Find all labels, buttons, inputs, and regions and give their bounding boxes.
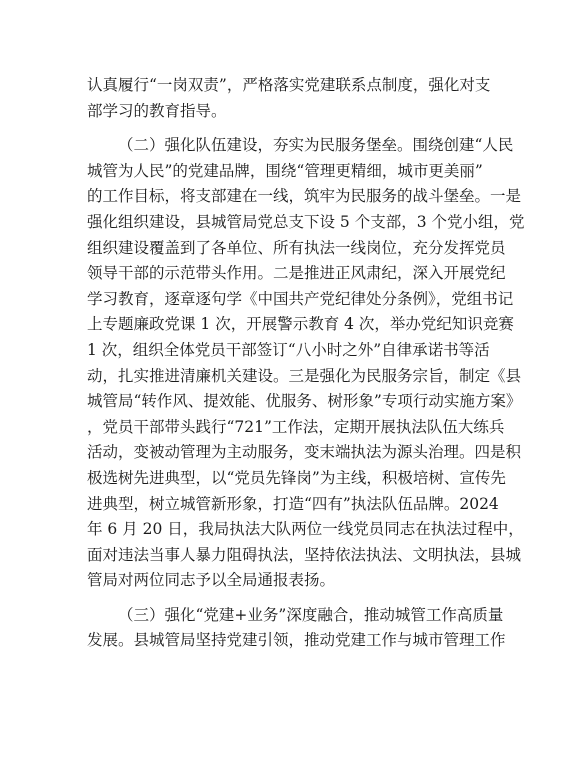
text-line: 1 次，组织全体党员干部签订“八小时之外”自律承诺书等活 — [87, 340, 490, 359]
text-line: 年 6 月 20 日，我局执法大队两位一线党员同志在执法过程中， — [87, 520, 524, 539]
text-line: 领导干部的示范带头作用。二是推进正风肃纪，深入开展党纪 — [87, 264, 506, 283]
paragraph-1 — [87, 73, 517, 124]
text-line: 动，扎实推进清廉机关建设。三是强化为民服务宗旨，制定《县 — [87, 366, 522, 385]
text-line: 管局对两位同志予以全局通报表扬。 — [87, 571, 336, 590]
text-line: 发展。县城管局坚持党建引领，推动党建工作与城市管理工作 — [87, 631, 506, 650]
text-line: 强化组织建设，县城管局党总支下设 5 个支部，3 个党小组，党 — [87, 212, 525, 231]
text-line: 上专题廉政党课 1 次，开展警示教育 4 次，举办党纪知识竞赛 — [87, 315, 514, 334]
document-body — [87, 73, 525, 654]
text-line: 面对违法当事人暴力阻碍执法，坚持依法执法、文明执法，县城 — [87, 545, 522, 564]
text-line: 部学习的教育指导。 — [87, 101, 227, 120]
paragraph-spacer — [87, 124, 517, 133]
text-line: 认真履行“一岗双责”，严格落实党建联系点制度，强化对支 — [87, 76, 491, 94]
text-line: 的工作目标，将支部建在一线，筑牢为民服务的战斗堡垒。一是 — [87, 187, 522, 206]
text-line: 学习教育，逐章逐句学《中国共产党纪律处分条例》，党组书记 — [87, 289, 514, 308]
text-line: （三）强化“党建+业务”深度融合，推动城管工作高质量 — [118, 605, 504, 624]
text-line: 城管局“转作风、提效能、优服务、树形象”专项行动实施方案》 — [87, 392, 522, 411]
text-line: 组织建设覆盖到了各单位、所有执法一线岗位，充分发挥党员 — [87, 238, 506, 257]
paragraph-3 — [87, 603, 517, 654]
text-line: 活动，变被动管理为主动服务，变末端执法为源头治理。四是积 — [87, 443, 522, 462]
text-line: 极选树先进典型，以“党员先锋岗”为主线，积极培树、宣传先 — [87, 468, 506, 487]
paragraph-spacer — [87, 594, 517, 603]
text-line: 城管为人民”的党建品牌，围绕“管理更精细，城市更美丽” — [87, 161, 483, 180]
text-line: （二）强化队伍建设，夯实为民服务堡垒。围绕创建“人民 — [118, 136, 514, 155]
paragraph-2 — [87, 133, 525, 594]
text-line: ，党员干部带头践行“721”工作法，定期开展执法队伍大练兵 — [87, 417, 505, 436]
text-line: 进典型，树立城管新形象，打造“四有”执法队伍品牌。2024 — [87, 494, 499, 513]
